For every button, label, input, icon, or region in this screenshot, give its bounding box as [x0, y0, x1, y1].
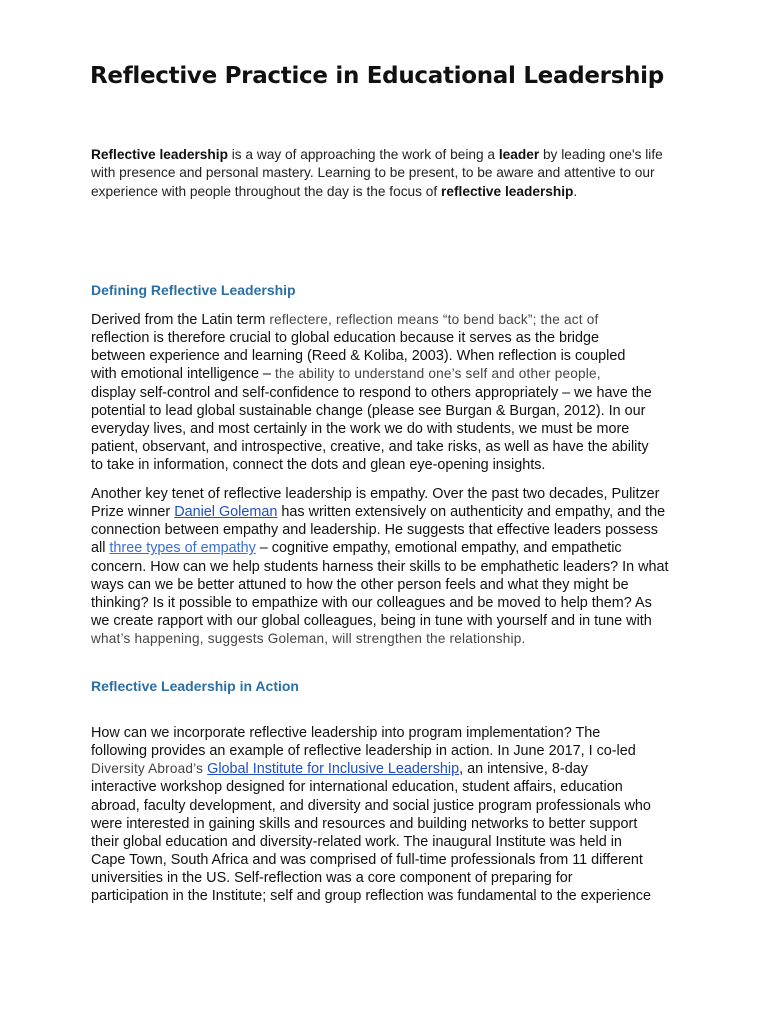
paragraph-line: patient, observant, and introspective, creative, and take risks, as well as have the ability [91, 439, 649, 456]
paragraph-line: what’s happening, suggests Goleman, will strengthen the relationship. [91, 631, 526, 647]
paragraph-line: connection between empathy and leadership. He suggests that effective leaders possess [91, 522, 658, 539]
paragraph-line: Prize winner Daniel Goleman has written extensively on authenticity and empathy, and the [91, 504, 666, 521]
link-daniel-goleman[interactable]: Daniel Goleman [174, 504, 278, 521]
paragraph-line: concern. How can we help students harness their skills to be emphathetic leaders? In what [91, 558, 669, 575]
paragraph-line: Derived from the Latin term reflectere, reflection means “to bend back”; the act of [91, 312, 599, 328]
bold-term: Reflective leadership [91, 147, 228, 162]
paragraph-line: participation in the Institute; self and group reflection was fundamental to the experience [91, 888, 651, 905]
paragraph-line: reflection is therefore crucial to global education because it serves as the bridge [91, 330, 599, 347]
paragraph-line: potential to lead global sustainable change (please see Burgan & Burgan, 2012). In our [91, 402, 646, 419]
paragraph-line: between experience and learning (Reed & Koliba, 2003). When reflection is coupled [91, 348, 626, 365]
link-global-institute[interactable]: Global Institute for Inclusive Leadership [207, 761, 460, 778]
paragraph-line: thinking? Is it possible to empathize with our colleagues and be moved to help them? As [91, 594, 652, 611]
section-heading-defining: Defining Reflective Leadership [91, 282, 296, 298]
paragraph-line: universities in the US. Self-reflection was a core component of preparing for [91, 870, 573, 887]
paragraph-line: interactive workshop designed for international education, student affairs, education [91, 779, 623, 796]
paragraph-line: following provides an example of reflective leadership in action. In June 2017, I co-led [91, 743, 636, 760]
intro-line: experience with people throughout the day is the focus of reflective leadership. [91, 183, 578, 199]
paragraph-line: to take in information, connect the dots and glean eye-opening insights. [91, 457, 546, 474]
paragraph-line: display self-control and self-confidence to respond to others appropriately – we have the [91, 384, 652, 401]
paragraph-line: How can we incorporate reflective leadership into program implementation? The [91, 725, 601, 741]
paragraph-line: ways can we be better attuned to how the other person feels and what they might be [91, 576, 629, 593]
paragraph-line: were interested in gaining skills and resources and building networks to better support [91, 815, 638, 832]
paragraph-line: Diversity Abroad’s Global Institute for Inclusive Leadership, an intensive, 8-day [91, 761, 588, 778]
paragraph-empathy [91, 485, 699, 648]
paragraph-defining [91, 311, 699, 474]
intro-line: Reflective leadership is a way of approaching the work of being a leader by leading one's life [91, 147, 663, 162]
paragraph-line: their global education and diversity-related work. The inaugural Institute was held in [91, 833, 622, 850]
intro-line: with presence and personal mastery. Learning to be present, to be aware and attentive to our [91, 165, 655, 181]
paragraph-line: abroad, faculty development, and diversity and social justice program professionals who [91, 797, 651, 814]
paragraph-line: Cape Town, South Africa and was comprised of full-time professionals from 11 different [91, 852, 643, 869]
bold-term: reflective leadership [441, 183, 574, 199]
paragraph-in-action [91, 724, 699, 906]
intro-paragraph [91, 146, 691, 201]
link-three-types-of-empathy[interactable]: three types of empathy [109, 540, 256, 557]
paragraph-line: we create rapport with our global colleagues, being in tune with yourself and in tune with [91, 613, 652, 630]
paragraph-line: Another key tenet of reflective leadership is empathy. Over the past two decades, Pulitzer [91, 486, 660, 502]
paragraph-line: everyday lives, and most certainly in the work we do with students, we must be more [91, 420, 630, 437]
page-title: Reflective Practice in Educational Leadership [90, 63, 664, 89]
paragraph-line: all three types of empathy – cognitive empathy, emotional empathy, and empathetic [91, 540, 622, 557]
section-heading-in-action: Reflective Leadership in Action [91, 678, 299, 694]
bold-term: leader [498, 147, 540, 162]
paragraph-line: with emotional intelligence – the ability to understand one’s self and other people, [91, 366, 601, 383]
